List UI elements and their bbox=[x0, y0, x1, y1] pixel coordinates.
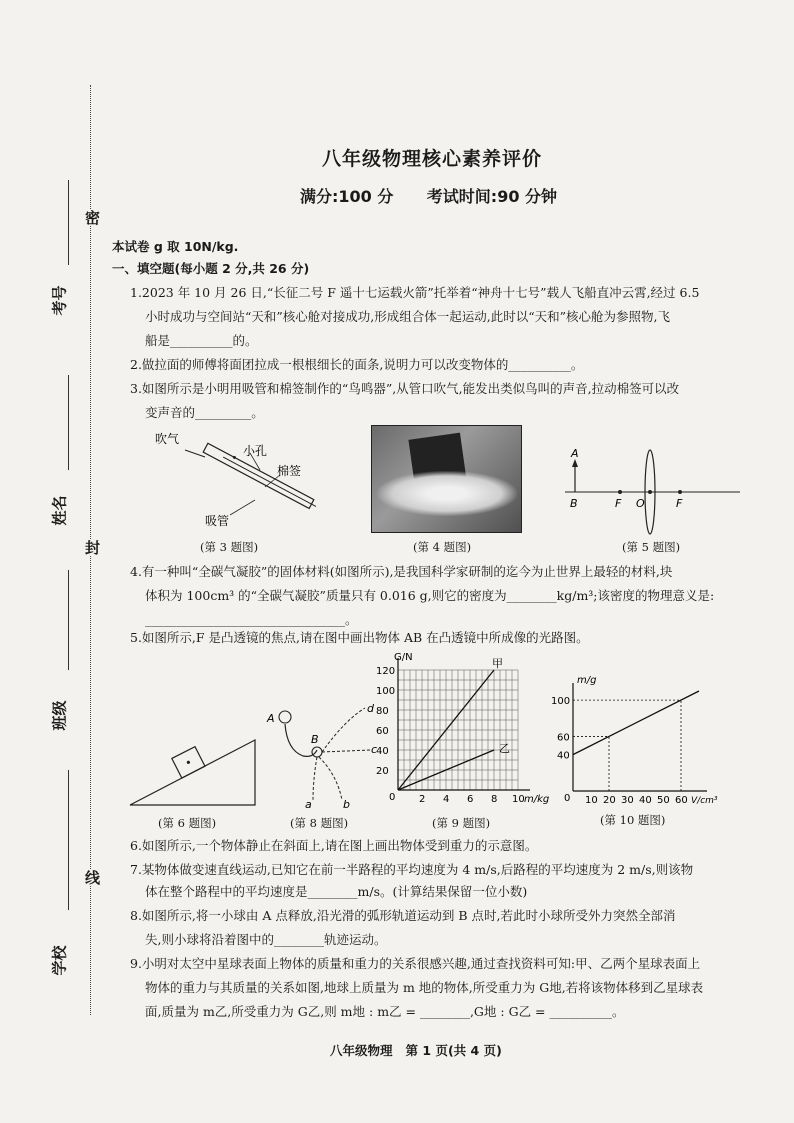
field-school-line bbox=[68, 770, 69, 910]
figure-6-incline bbox=[125, 720, 260, 810]
exam-title: 八年级物理核心素养评价 bbox=[322, 148, 543, 170]
y-tick-label: 20 bbox=[376, 766, 389, 777]
x-tick-label: 10 bbox=[512, 794, 525, 805]
figure-9-g-vs-m-chart bbox=[370, 650, 550, 815]
fig5-label-F-right: F bbox=[676, 497, 683, 510]
y-tick-label: 60 bbox=[557, 732, 570, 744]
field-school: 学校 bbox=[50, 945, 69, 976]
seal-mi: 密 bbox=[83, 210, 101, 225]
x-tick-label: 8 bbox=[491, 794, 498, 805]
y-tick-label: 100 bbox=[376, 686, 396, 697]
fig5-label-A: A bbox=[571, 447, 579, 460]
figure-3-bird-whistle bbox=[145, 425, 335, 535]
q6-text: 6.如图所示,一个物体静止在斜面上,请在图上画出物体受到重力的示意图。 bbox=[130, 838, 538, 853]
fig3-label-swab: 棉签 bbox=[277, 464, 302, 478]
q7-line1: 7.某物体做变速直线运动,已知它在前一半路程的平均速度为 4 m/s,后路程的平均速度为 2 m/s,则该物 bbox=[130, 862, 694, 877]
y-tick-label: 120 bbox=[376, 666, 396, 677]
q3-line1: 3.如图所示是小明用吸管和棉签制作的“鸟鸣器”,从管口吹气,能发出类似鸟叫的声音,拉动棉签可以改 bbox=[130, 381, 680, 396]
q7-line2: 体在整个路程中的平均速度是________m/s。(计算结果保留一位小数) bbox=[145, 884, 528, 899]
x-axis-label: V/cm³ bbox=[691, 796, 718, 806]
x-tick-label: 6 bbox=[467, 794, 474, 805]
x-tick-label: 10 bbox=[585, 795, 598, 806]
x-tick-label: 2 bbox=[419, 794, 426, 805]
y-axis-label: m/g bbox=[577, 675, 597, 686]
fig5-label-O: O bbox=[636, 497, 645, 510]
field-exam-number-line bbox=[68, 180, 69, 265]
field-class-line bbox=[68, 570, 69, 670]
q1-line2: 小时成功与空间站“天和”核心舱对接成功,形成组合体一起运动,此时以“天和”核心舱为参照物,飞 bbox=[145, 309, 670, 324]
section-heading: 一、填空题(每小题 2 分,共 26 分) bbox=[112, 261, 310, 276]
origin-label: 0 bbox=[564, 793, 571, 804]
fig3-label-straw: 吸管 bbox=[205, 514, 230, 528]
series-label-yi: 乙 bbox=[499, 742, 510, 755]
y-tick-label: 40 bbox=[557, 750, 570, 762]
figure-9-caption: (第 9 题图) bbox=[432, 816, 491, 830]
y-tick-label: 100 bbox=[551, 696, 571, 708]
x-tick-label: 30 bbox=[621, 795, 634, 806]
fig8-label-A: A bbox=[267, 712, 275, 725]
q4-line1: 4.有一种叫“全碳气凝胶”的固体材料(如图所示),是我国科学家研制的迄今为止世界上最轻的材料,块 bbox=[130, 564, 673, 579]
y-tick-label: 40 bbox=[376, 746, 389, 757]
figure-6-caption: (第 6 题图) bbox=[158, 816, 217, 830]
q9-line3: 面,质量为 m乙,所受重力为 G乙,则 m地 : m乙 = ________,G地 : G乙 = __________。 bbox=[145, 1004, 625, 1019]
q9-line1: 9.小明对太空中星球表面上物体的质量和重力的关系很感兴趣,通过查找资料可知:甲、乙两个星球表面上 bbox=[130, 956, 701, 971]
fig3-label-blow: 吹气 bbox=[155, 432, 180, 446]
figure-10-m-vs-v-chart bbox=[545, 675, 720, 815]
figure-5-convex-lens bbox=[560, 445, 745, 525]
figure-8-caption: (第 8 题图) bbox=[290, 816, 349, 830]
fig5-label-B: B bbox=[570, 497, 578, 510]
figure-10-caption: (第 10 题图) bbox=[600, 813, 666, 827]
fig8-label-B: B bbox=[311, 733, 319, 746]
figure-4-aerogel-photo bbox=[371, 425, 522, 533]
q2-text: 2.做拉面的师傅将面团拉成一根根细长的面条,说明力可以改变物体的__________。 bbox=[130, 357, 584, 372]
figure-3-caption: (第 3 题图) bbox=[200, 540, 259, 554]
origin-label: 0 bbox=[389, 792, 396, 803]
figure-8-arc-track bbox=[265, 700, 385, 810]
q8-line1: 8.如图所示,将一小球由 A 点释放,沿光滑的弧形轨道运动到 B 点时,若此时小球所受外力突然全部消 bbox=[130, 908, 676, 923]
intro-note: 本试卷 g 取 10N/kg. bbox=[112, 239, 239, 254]
series-label-jia: 甲 bbox=[492, 657, 503, 670]
field-exam-number: 考号 bbox=[50, 285, 69, 316]
fig8-label-c: c bbox=[371, 743, 378, 756]
flower-petals bbox=[377, 471, 517, 516]
fig8-label-a: a bbox=[305, 798, 312, 811]
figure-4-caption: (第 4 题图) bbox=[413, 540, 472, 554]
x-tick-label: 50 bbox=[657, 795, 670, 806]
q4-line2: 体积为 100cm³ 的“全碳气凝胶”质量只有 0.016 g,则它的密度为________kg/m³;该密度的物理意义是: bbox=[145, 588, 715, 603]
q8-line2: 失,则小球将沿着图中的________轨迹运动。 bbox=[145, 932, 387, 947]
q3-line2: 变声音的_________。 bbox=[145, 405, 264, 420]
data-line bbox=[573, 691, 699, 755]
x-axis-label: m/kg bbox=[524, 794, 550, 805]
fig8-label-d: d bbox=[367, 702, 374, 715]
figure-5-caption: (第 5 题图) bbox=[622, 540, 681, 554]
x-tick-label: 20 bbox=[603, 795, 616, 806]
fig5-label-F-left: F bbox=[615, 497, 622, 510]
field-name: 姓名 bbox=[50, 495, 69, 526]
score-and-time: 满分:100 分 考试时间:90 分钟 bbox=[300, 187, 558, 206]
y-axis-label: G/N bbox=[394, 652, 413, 663]
y-tick-label: 80 bbox=[376, 706, 389, 717]
x-tick-label: 40 bbox=[639, 795, 652, 806]
seal-feng: 封 bbox=[83, 540, 101, 555]
q4-line3: ________________________________。 bbox=[145, 612, 358, 627]
x-tick-label: 60 bbox=[675, 795, 688, 806]
q1-line3: 船是__________的。 bbox=[145, 333, 258, 348]
fig8-label-b: b bbox=[343, 798, 350, 811]
q1-line1: 1.2023 年 10 月 26 日,“长征二号 F 遥十七运载火箭”托举着“神舟十七号”载人飞船直冲云霄,经过 6.5 bbox=[130, 285, 700, 300]
field-name-line bbox=[68, 375, 69, 470]
q5-text: 5.如图所示,F 是凸透镜的焦点,请在图中画出物体 AB 在凸透镜中所成像的光路图。 bbox=[130, 630, 589, 645]
seal-xian: 线 bbox=[83, 870, 101, 885]
y-tick-label: 60 bbox=[376, 726, 389, 737]
x-tick-label: 4 bbox=[443, 794, 450, 805]
fig3-label-hole: 小孔 bbox=[243, 444, 268, 458]
field-class: 班级 bbox=[50, 700, 69, 731]
page-footer: 八年级物理 第 1 页(共 4 页) bbox=[330, 1043, 502, 1058]
q9-line2: 物体的重力与其质量的关系如图,地球上质量为 m 地的物体,所受重力为 G地,若将该物体移到乙星球表 bbox=[145, 980, 704, 995]
